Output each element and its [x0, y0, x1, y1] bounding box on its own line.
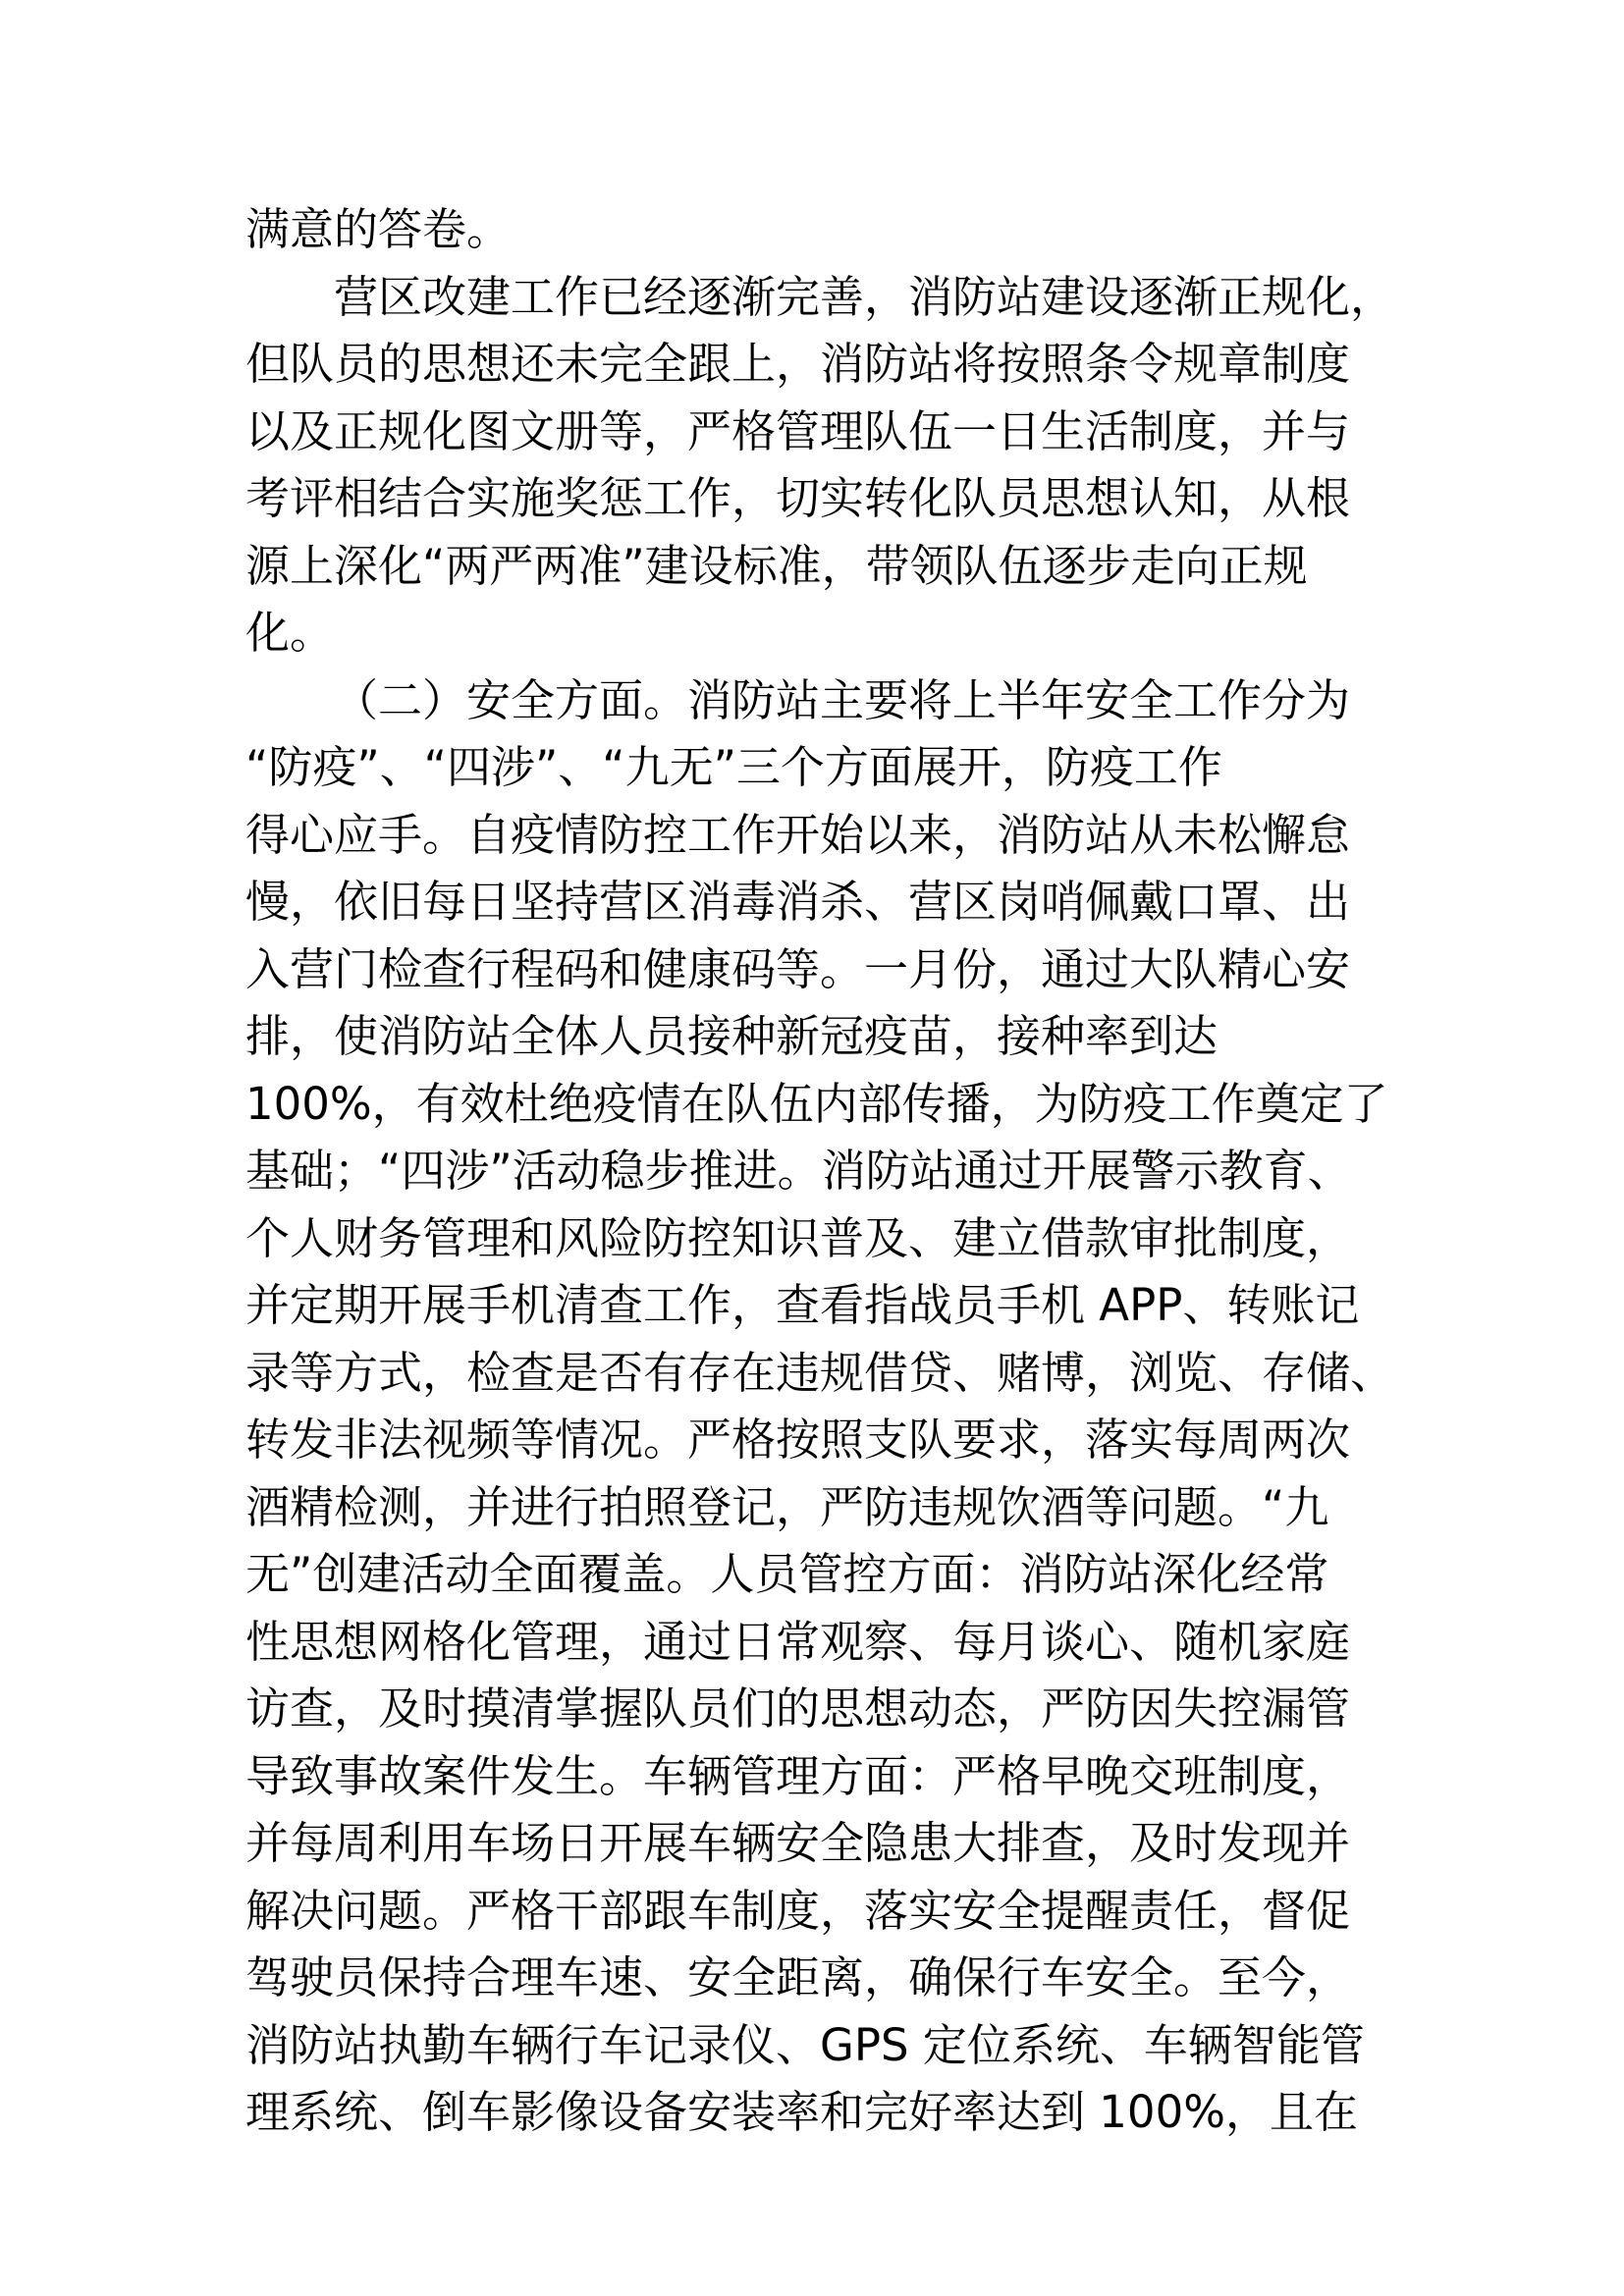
- text-line: 并每周利用车场日开展车辆安全隐患大排查，及时发现并: [245, 1817, 1351, 1869]
- text-line: 100%，有效杜绝疫情在队伍内部传播，为防疫工作奠定了: [245, 1077, 1388, 1130]
- text-line: 转发非法视频等情况。严格按照支队要求，落实每周两次: [245, 1414, 1351, 1466]
- text-line: 考评相结合实施奖惩工作，切实转化队员思想认知，从根: [245, 472, 1351, 524]
- text-line: 个人财务管理和风险防控知识普及、建立借款审批制度，: [245, 1211, 1351, 1264]
- text-line: 驾驶员保持合理车速、安全距离，确保行车安全。至今，: [245, 1951, 1351, 2003]
- text-line: 但队员的思想还未完全跟上，消防站将按照条令规章制度: [245, 338, 1351, 390]
- text-line: 消防站执勤车辆行车记录仪、GPS 定位系统、车辆智能管: [245, 2018, 1365, 2071]
- paragraph-start-line: 营区改建工作已经逐渐完善，消防站建设逐渐正规化，: [334, 270, 1395, 323]
- document-body: [245, 196, 1395, 2147]
- section-heading-line: （二）安全方面。消防站主要将上半年安全工作分为: [334, 673, 1351, 726]
- text-line: 理系统、倒车影像设备安装率和完好率达到 100%，且在: [245, 2086, 1358, 2138]
- text-line: 无”创建活动全面覆盖。人员管控方面：消防站深化经常: [245, 1548, 1329, 1600]
- text-line: 慢，依旧每日坚持营区消毒消杀、营区岗哨佩戴口罩、出: [245, 876, 1351, 928]
- text-line: 访查，及时摸清掌握队员们的思想动态，严防因失控漏管: [245, 1682, 1351, 1735]
- text-line: 导致事故案件发生。车辆管理方面：严格早晚交班制度，: [245, 1749, 1351, 1802]
- text-line: 得心应手。自疫情防控工作开始以来，消防站从未松懈怠: [245, 808, 1351, 861]
- text-line: 化。: [245, 607, 335, 659]
- text-line: 性思想网格化管理，通过日常观察、每月谈心、随机家庭: [245, 1615, 1351, 1668]
- text-line: 解决问题。严格干部跟车制度，落实安全提醒责任，督促: [245, 1884, 1351, 1937]
- text-line: 基础；“四涉”活动稳步推进。消防站通过开展警示教育、: [245, 1145, 1352, 1197]
- text-line: 源上深化“两严两准”建设标准，带领队伍逐步走向正规: [245, 539, 1308, 592]
- text-line: 入营门检查行程码和健康码等。一月份，通过大队精心安: [245, 942, 1351, 995]
- text-line: 满意的答卷。: [245, 203, 512, 255]
- text-line: 排，使消防站全体人员接种新冠疫苗，接种率到达: [245, 1010, 1218, 1062]
- text-line: “防疫”、“四涉”、“九无”三个方面展开，防疫工作: [245, 741, 1222, 793]
- text-line: 酒精检测，并进行拍照登记，严防违规饮酒等问题。“九: [245, 1480, 1329, 1533]
- text-line: 以及正规化图文册等，严格管理队伍一日生活制度，并与: [245, 404, 1351, 457]
- text-line: 录等方式，检查是否有存在违规借贷、赌博，浏览、存储、: [245, 1346, 1395, 1399]
- text-line: 并定期开展手机清查工作，查看指战员手机 APP、转账记: [245, 1279, 1360, 1331]
